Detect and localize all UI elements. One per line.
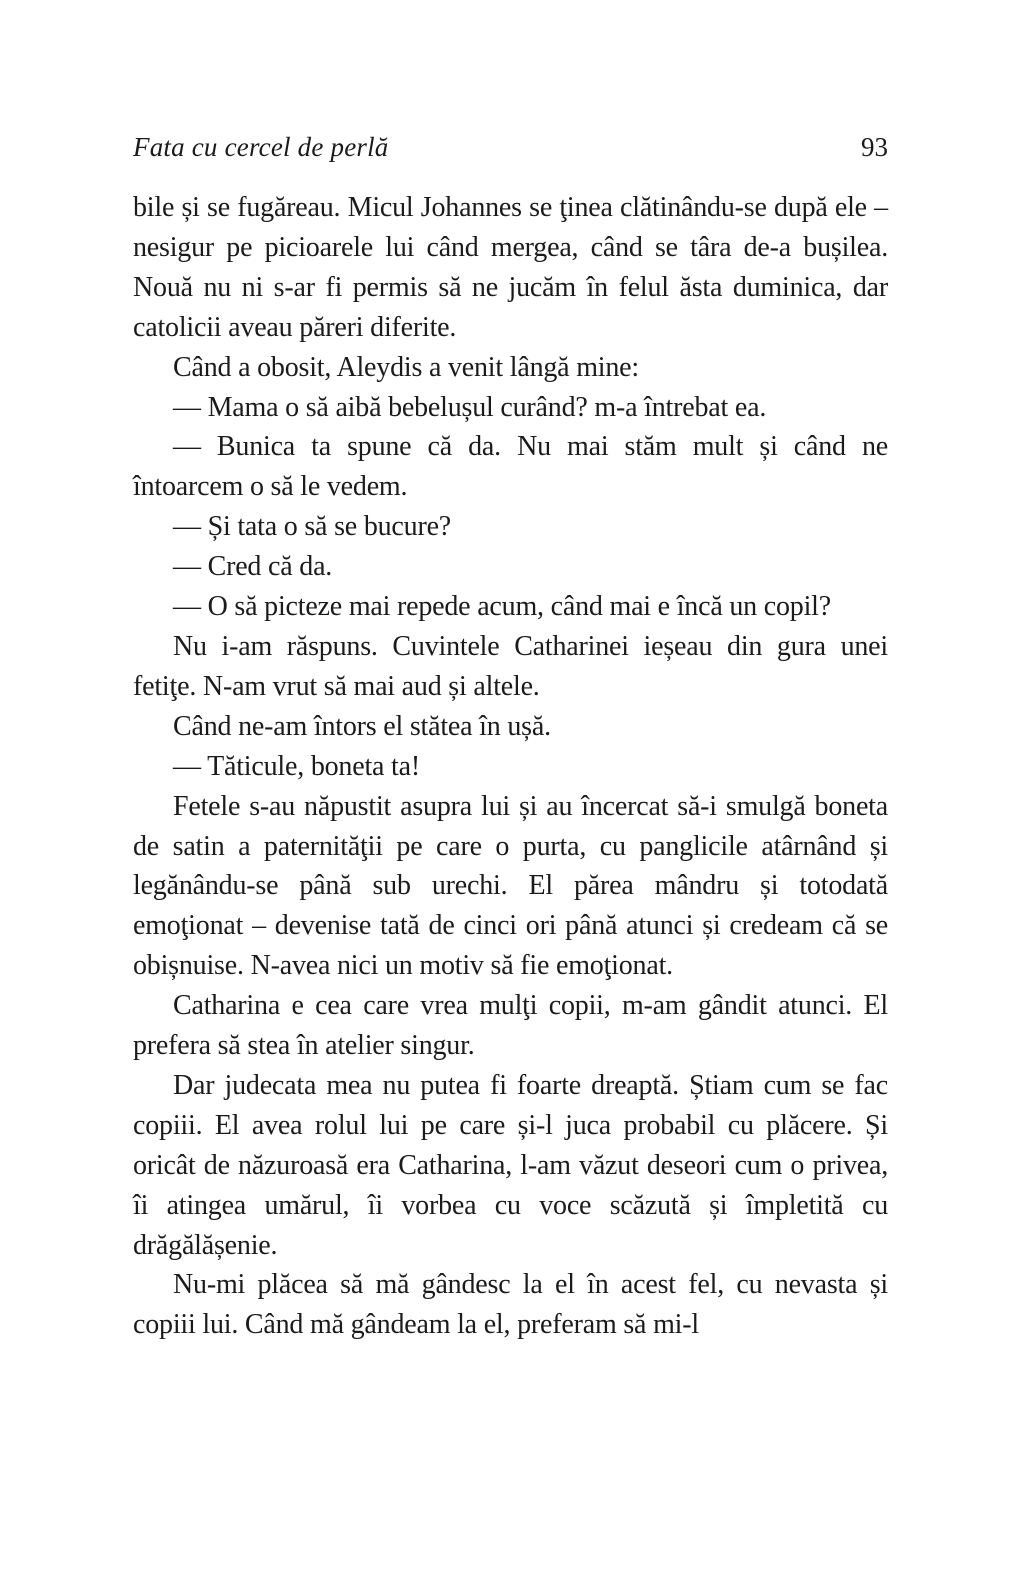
page-number: 93: [861, 132, 888, 162]
paragraph: Nu-mi plăcea să mă gândesc la el în acest fel, cu nevasta și copiii lui. Când mă gândeam la el, preferam să mi-l: [133, 1269, 888, 1341]
paragraph: — Și tata o să se bucure?: [173, 511, 452, 543]
paragraph: bile și se fugăreau. Micul Johannes se ţinea clătinându-se după ele – nesigur pe picioarele lui când mergea, când se târa de-a bușilea. Nouă nu ni s-ar fi permis să ne jucăm în felul ăsta duminica, dar catolicii aveau păreri diferite.: [133, 192, 888, 343]
paragraph: Catharina e cea care vrea mulţi copii, m-am gândit atunci. El prefera să stea în atelier singur.: [133, 990, 888, 1062]
paragraph: — Bunica ta spune că da. Nu mai stăm mult și când ne întoarcem o să le vedem.: [133, 431, 888, 503]
paragraph: — Tăticule, boneta ta!: [173, 750, 420, 782]
paragraph: Dar judecata mea nu putea fi foarte dreaptă. Știam cum se fac copiii. El avea rolul lui pe care și-l juca probabil cu plăcere. Și oricât de năzuroasă era Catharina, l-am văzut deseori cum o privea, îi atingea umărul, îi vorbea cu voce scăzută și împletită cu drăgălășenie.: [133, 1069, 888, 1261]
paragraph: — O să picteze mai repede acum, când mai e încă un copil?: [173, 591, 831, 623]
paragraph: — Cred că da.: [173, 551, 333, 583]
running-header: [133, 130, 888, 164]
paragraph: Fetele s-au năpustit asupra lui și au încercat să-i smulgă boneta de satin a paternităţii pe care o purta, cu panglicile atârnând și legănându-se până sub urechi. El părea mândru și totodată emoţionat – devenise tată de cinci ori până atunci și credeam că se obișnuise. N-avea nici un motiv să fie emoţionat.: [133, 790, 888, 982]
paragraph: Când a obosit, Aleydis a venit lângă mine:: [173, 351, 639, 383]
body-text: [133, 188, 888, 1345]
paragraph: Nu i-am răspuns. Cuvintele Catharinei ieșeau din gura unei fetiţe. N-am vrut să mai aud și altele.: [133, 630, 888, 702]
paragraph: Când ne-am întors el stătea în ușă.: [173, 710, 551, 742]
paragraph: — Mama o să aibă bebelușul curând? m-a întrebat ea.: [173, 391, 767, 423]
running-header-title: Fata cu cercel de perlă: [133, 132, 389, 162]
